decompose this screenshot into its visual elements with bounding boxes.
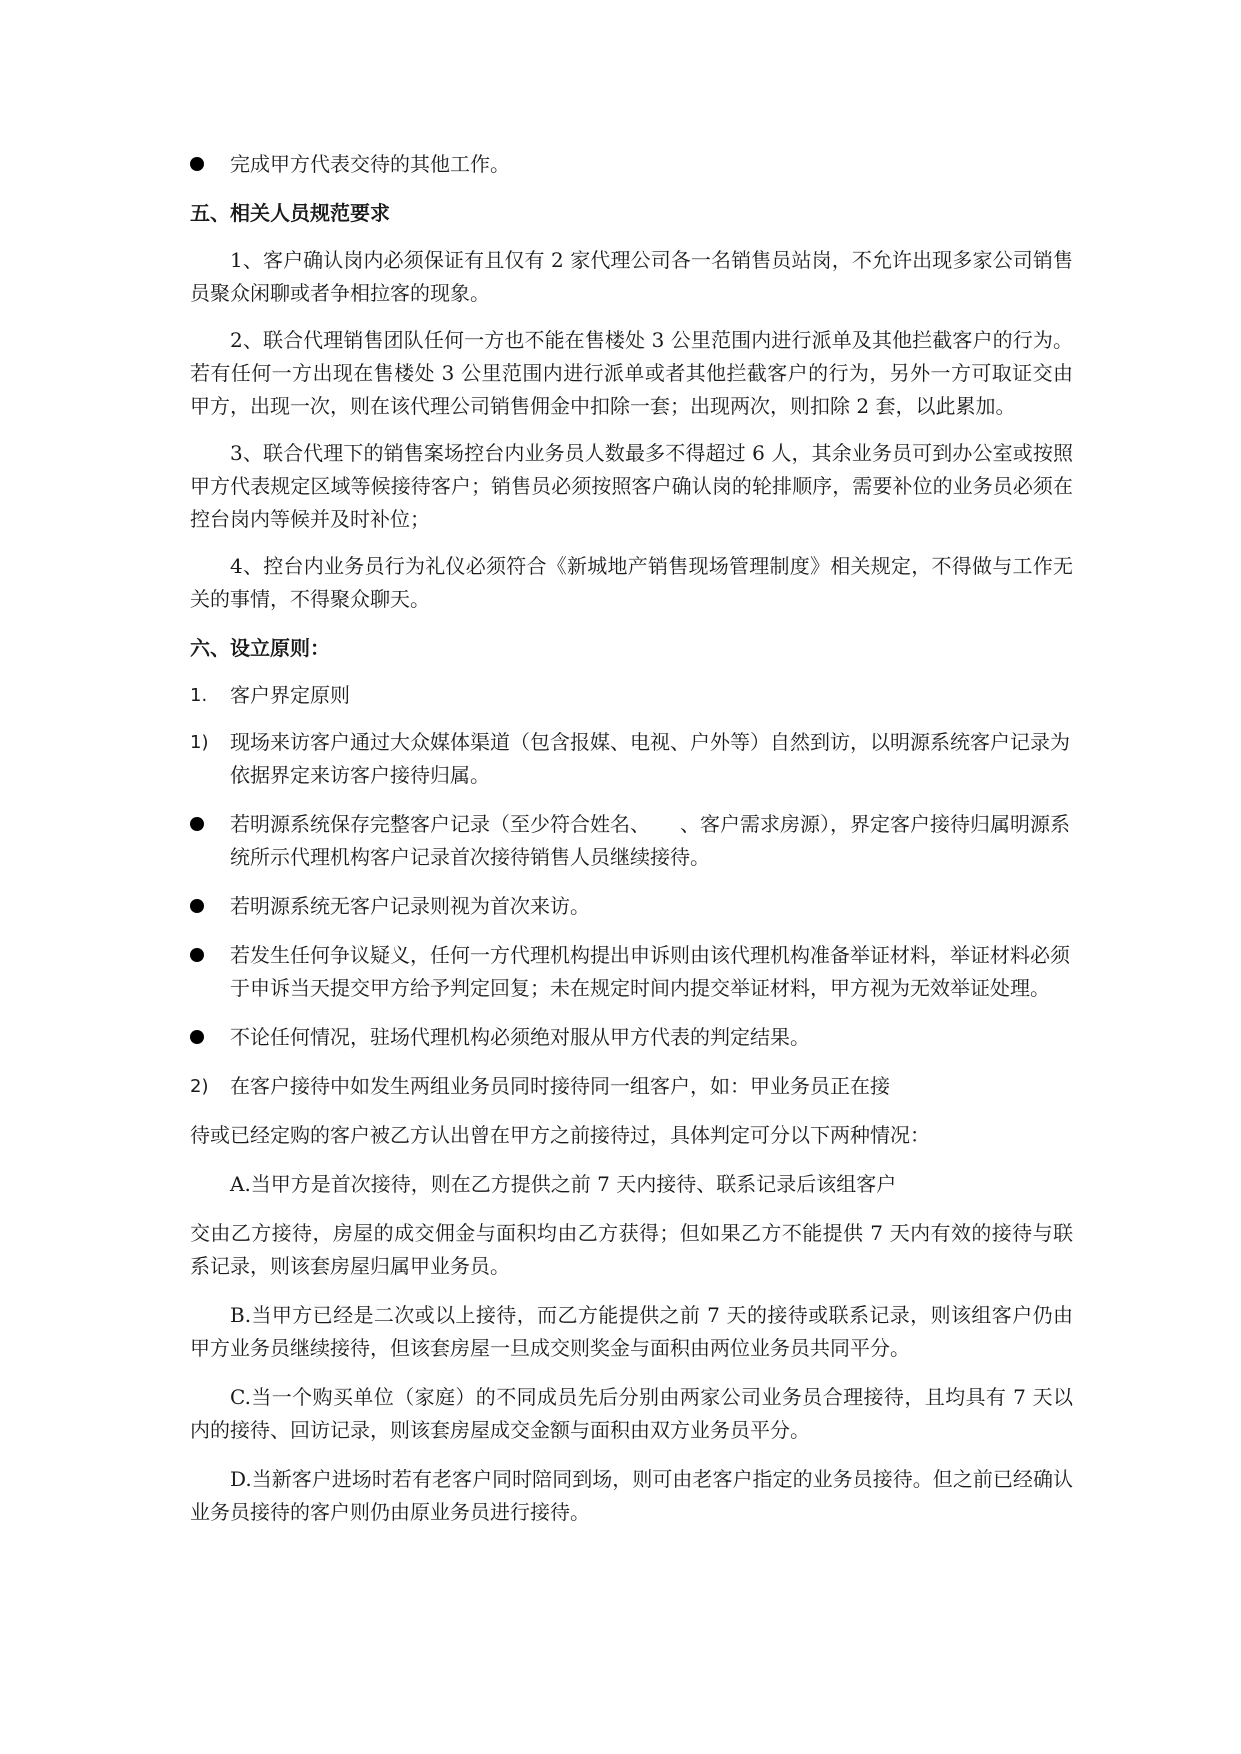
case-paragraph: D.当新客户进场时若有老客户同时陪同到场，则可由老客户指定的业务员接待。但之前已经确认业务员接待的客户则仍由原业务员进行接待。 xyxy=(190,1467,1073,1524)
numbered-subitem xyxy=(190,1070,1073,1103)
item-number: 1. xyxy=(190,685,208,706)
bullet-dot-icon xyxy=(190,157,204,171)
bullet-item xyxy=(190,808,1073,874)
section-heading: 五、相关人员规范要求 xyxy=(190,201,390,225)
bullet-dot-icon xyxy=(190,948,204,962)
case-paragraph: B.当甲方已经是二次或以上接待，而乙方能提供之前 7 天的接待或联系记录，则该组客户仍由甲方业务员继续接待，但该套房屋一旦成交则奖金与面积由两位业务员共同平分。 xyxy=(190,1303,1073,1360)
bullet-item xyxy=(190,148,1073,181)
bullet-text: 若明源系统无客户记录则视为首次来访。 xyxy=(230,894,590,918)
bullet-item xyxy=(190,939,1073,1005)
paragraph: 交由乙方接待，房屋的成交佣金与面积均由乙方获得；但如果乙方不能提供 7 天内有效的接待与联系记录，则该套房屋归属甲业务员。 xyxy=(190,1221,1073,1278)
item-number: 1) xyxy=(190,732,209,753)
paragraph: 2、联合代理销售团队任何一方也不能在售楼处 3 公里范围内进行派单及其他拦截客户的行为。若有任何一方出现在售楼处 3 公里范围内进行派单或者其他拦截客户的行为，另外一方可取证交由甲方，出现一次，则在该代理公司销售佣金中扣除一套；出现两次，则扣除 2 套，以此累加。 xyxy=(190,328,1073,418)
bullet-dot-icon xyxy=(190,1030,204,1044)
paragraph: 4、控台内业务员行为礼仪必须符合《新城地产销售现场管理制度》相关规定，不得做与工作无关的事情，不得聚众聊天。 xyxy=(190,554,1073,611)
bullet-dot-icon xyxy=(190,899,204,913)
numbered-subitem xyxy=(190,726,1073,792)
bullet-text: 若发生任何争议疑义，任何一方代理机构提出申诉则由该代理机构准备举证材料，举证材料必须于申诉当天提交甲方给予判定回复；未在规定时间内提交举证材料，甲方视为无效举证处理。 xyxy=(230,943,1070,1000)
item-text: 在客户接待中如发生两组业务员同时接待同一组客户，如：甲业务员正在接 xyxy=(230,1074,890,1098)
bullet-text: 若明源系统保存完整客户记录（至少符合姓名、 、客户需求房源），界定客户接待归属明源系统所示代理机构客户记录首次接待销售人员继续接待。 xyxy=(230,812,1070,869)
item-text: 客户界定原则 xyxy=(230,683,350,707)
bullet-text: 不论任何情况，驻场代理机构必须绝对服从甲方代表的判定结果。 xyxy=(230,1025,810,1049)
paragraph: 3、联合代理下的销售案场控台内业务员人数最多不得超过 6 人，其余业务员可到办公室或按照甲方代表规定区域等候接待客户；销售员必须按照客户确认岗的轮排顺序，需要补位的业务员必须在控台岗内等候并及时补位； xyxy=(190,441,1073,531)
item-number: 2) xyxy=(190,1076,209,1097)
paragraph: 待或已经定购的客户被乙方认出曾在甲方之前接待过，具体判定可分以下两种情况： xyxy=(190,1123,930,1147)
numbered-item xyxy=(190,679,1073,712)
bullet-item xyxy=(190,890,1073,923)
section-heading: 六、设立原则： xyxy=(190,636,330,660)
item-text: 现场来访客户通过大众媒体渠道（包含报媒、电视、户外等）自然到访，以明源系统客户记录为依据界定来访客户接待归属。 xyxy=(230,730,1070,787)
paragraph: 1、客户确认岗内必须保证有且仅有 2 家代理公司各一名销售员站岗，不允许出现多家公司销售员聚众闲聊或者争相拉客的现象。 xyxy=(190,248,1073,305)
bullet-text: 完成甲方代表交待的其他工作。 xyxy=(230,152,510,176)
bullet-dot-icon xyxy=(190,817,204,831)
case-paragraph: C.当一个购买单位（家庭）的不同成员先后分别由两家公司业务员合理接待，且均具有 7 天以内的接待、回访记录，则该套房屋成交金额与面积由双方业务员平分。 xyxy=(190,1385,1073,1442)
bullet-item xyxy=(190,1021,1073,1054)
case-paragraph: A.当甲方是首次接待，则在乙方提供之前 7 天内接待、联系记录后该组客户 xyxy=(230,1172,897,1196)
